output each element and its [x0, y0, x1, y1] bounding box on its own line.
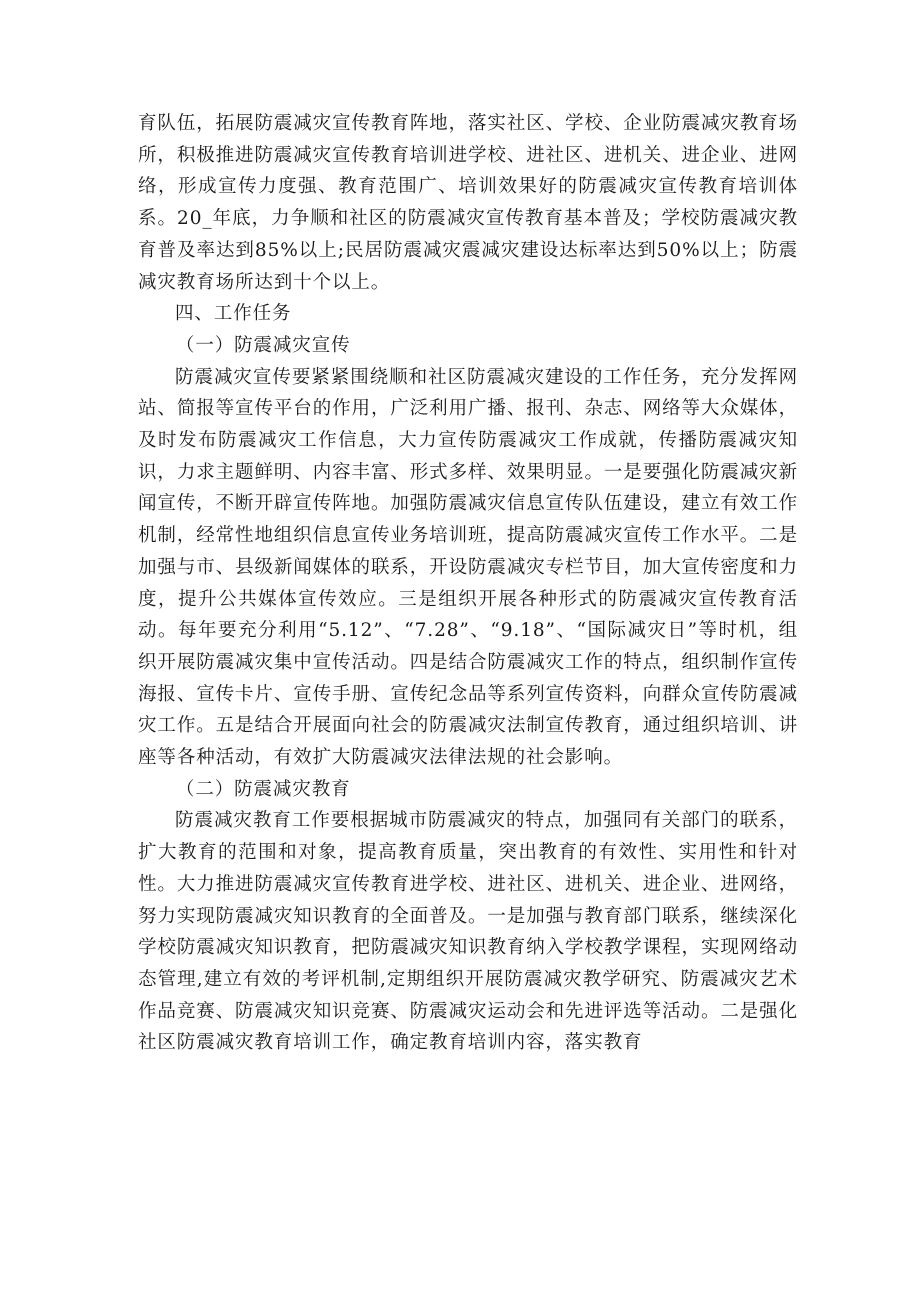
document-page [138, 108, 798, 1059]
subsection-heading-education: （二）防震减灾教育 [175, 778, 351, 800]
subsection-heading-propaganda: （一）防震减灾宣传 [175, 334, 351, 356]
education-paragraph: 防震减灾教育工作要根据城市防震减灾的特点，加强同有关部门的联系，扩大教育的范围和对象，提高教育质量，突出教育的有效性、实用性和针对性。大力推进防震减灾宣传教育进学校、进社区、进机关、进企业、进网络，努力实现防震减灾知识教育的全面普及。一是加强与教育部门联系，继续深化学校防震减灾知识教育，把防震减灾知识教育纳入学校教学课程，实现网络动态管理,建立有效的考评机制,定期组织开展防震减灾教学研究、防震减灾艺术作品竞赛、防震减灾知识竞赛、防震减灾运动会和先进评选等活动。二是强化社区防震减灾教育培训工作，确定教育培训内容，落实教育 [138, 810, 798, 1054]
continuation-paragraph: 育队伍，拓展防震减灾宣传教育阵地，落实社区、学校、企业防震减灾教育场所，积极推进防震减灾宣传教育培训进学校、进社区、进机关、进企业、进网络，形成宣传力度强、教育范围广、培训效果好的防震减灾宣传教育培训体系。20_年底，力争顺和社区的防震减灾宣传教育基本普及；学校防震减灾教育普及率达到85%以上;民居防震减灾震减灾建设达标率达到50%以上；防震减灾教育场所达到十个以上。 [138, 113, 798, 293]
section-heading-work-tasks: 四、工作任务 [175, 303, 292, 325]
propaganda-paragraph: 防震减灾宣传要紧紧围绕顺和社区防震减灾建设的工作任务，充分发挥网站、简报等宣传平台的作用，广泛利用广播、报刊、杂志、网络等大众媒体，及时发布防震减灾工作信息，大力宣传防震减灾工作成就，传播防震减灾知识，力求主题鲜明、内容丰富、形式多样、效果明显。一是要强化防震减灾新闻宣传，不断开辟宣传阵地。加强防震减灾信息宣传队伍建设，建立有效工作机制，经常性地组织信息宣传业务培训班，提高防震减灾宣传工作水平。二是加强与市、县级新闻媒体的联系，开设防震减灾专栏节目，加大宣传密度和力度，提升公共媒体宣传效应。三是组织开展各种形式的防震减灾宣传教育活动。每年要充分利用“5.12”、“7.28”、“9.18”、“国际减灾日”等时机，组织开展防震减灾集中宣传活动。四是结合防震减灾工作的特点，组织制作宣传海报、宣传卡片、宣传手册、宣传纪念品等系列宣传资料，向群众宣传防震减灾工作。五是结合开展面向社会的防震减灾法制宣传教育，通过组织培训、讲座等各种活动，有效扩大防震减灾法律法规的社会影响。 [138, 366, 798, 769]
